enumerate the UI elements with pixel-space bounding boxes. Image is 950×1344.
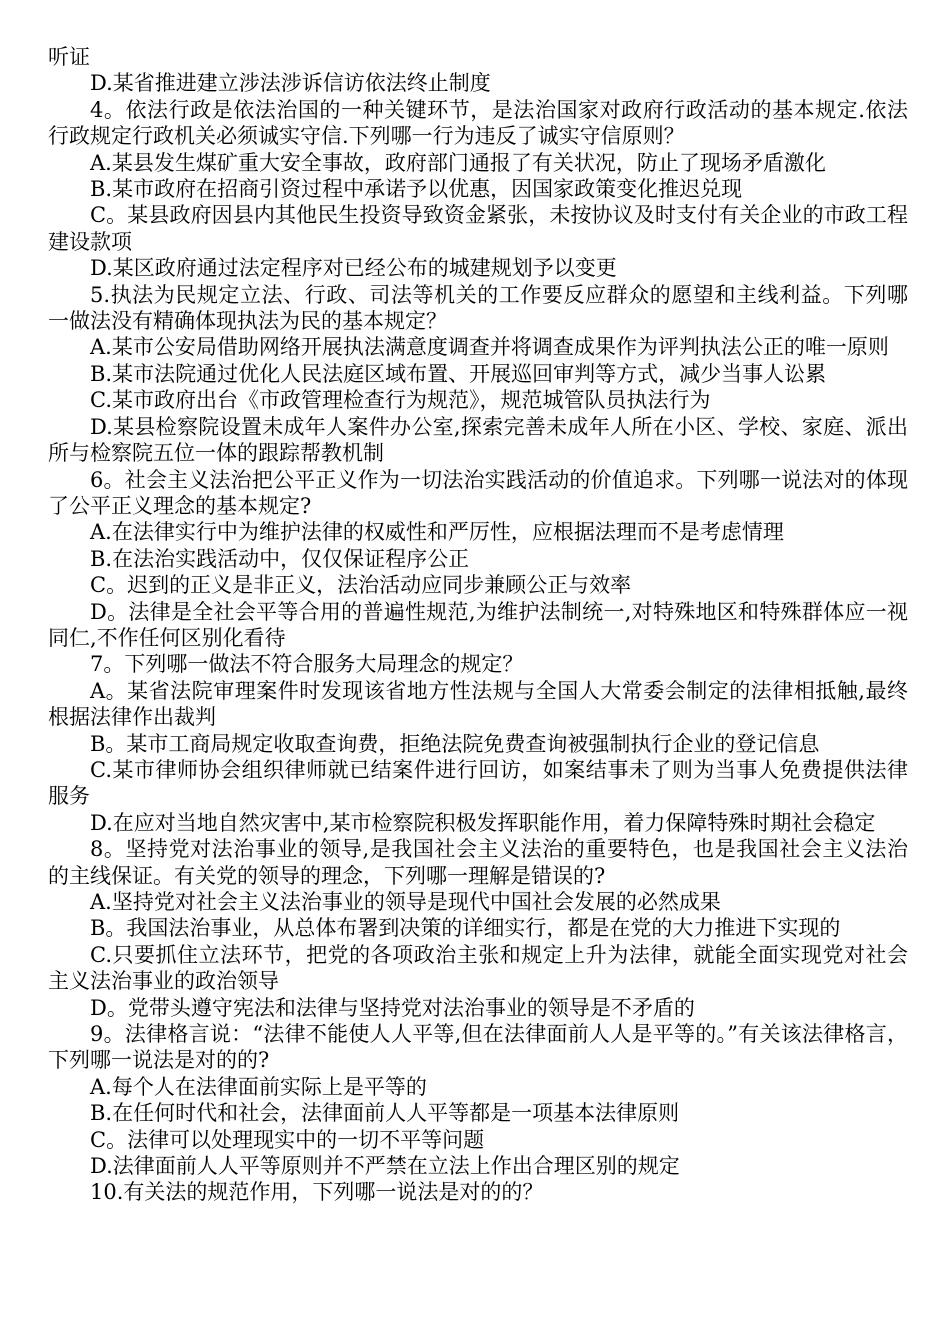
paragraph: 8。坚持党对法治事业的领导,是我国社会主义法治的重要特色，也是我国社会主义法治的主线保证。有关党的领导的理念，下列哪一理解是错误的?: [48, 837, 908, 888]
paragraph: D.在应对当地自然灾害中,某市检察院积极发挥职能作用，着力保障特殊时期社会稳定: [90, 810, 876, 835]
paragraph: 9。法律格言说：“法律不能使人人平等,但在法律面前人人是平等的。”有关该法律格言，下列哪一说法是对的的?: [48, 1022, 908, 1073]
paragraph: B。我国法治事业，从总体布署到决策的详细实行，都是在党的大力推进下实现的: [90, 916, 841, 941]
paragraph: A.每个人在法律面前实际上是平等的: [90, 1074, 427, 1099]
paragraph: C。某县政府因县内其他民生投资导致资金紧张，未按协议及时支付有关企业的市政工程建设款项: [48, 203, 908, 254]
paragraph: A。某省法院审理案件时发现该省地方性法规与全国人大常委会制定的法律相抵触,最终根据法律作出裁判: [48, 678, 908, 730]
paragraph: C。迟到的正义是非正义，法治活动应同步兼顾公正与效率: [90, 573, 632, 598]
paragraph: C.只要抓住立法环节，把党的各项政治主张和规定上升为法律，就能全面实现党对社会主义法治事业的政治领导: [48, 942, 908, 994]
paragraph: B。某市工商局规定收取查询费，拒绝法院免费查询被强制执行企业的登记信息: [90, 731, 820, 756]
paragraph: C.某市政府出台《市政管理检查行为规范》，规范城管队员执法行为: [90, 388, 711, 413]
paragraph: D。党带头遵守宪法和法律与坚持党对法治事业的领导是不矛盾的: [90, 995, 695, 1020]
paragraph: 5.执法为民规定立法、行政、司法等机关的工作要反应群众的愿望和主线利益。下列哪一做法没有精确体现执法为民的基本规定？: [48, 282, 908, 334]
paragraph: D.法律面前人人平等原则并不严禁在立法上作出合理区别的规定: [90, 1154, 680, 1179]
paragraph: 7。下列哪一做法不符合服务大局理念的规定？: [90, 652, 524, 677]
paragraph: A.某市公安局借助网络开展执法满意度调查并将调查成果作为评判执法公正的唯一原则: [90, 335, 889, 360]
paragraph: A.坚持党对社会主义法治事业的领导是现代中国社会发展的必然成果: [90, 890, 721, 914]
paragraph: B.在法治实践活动中，仅仅保证程序公正: [90, 546, 470, 571]
paragraph: B.在任何时代和社会，法律面前人人平等都是一项基本法律原则: [90, 1101, 680, 1126]
paragraph: D.某省推进建立涉法涉诉信访依法终止制度: [90, 71, 491, 96]
paragraph: A.某县发生煤矿重大安全事故，政府部门通报了有关状况，防止了现场矛盾激化: [90, 150, 826, 175]
paragraph: 10.有关法的规范作用，下列哪一说法是对的的？: [90, 1180, 544, 1205]
paragraph: C.某市律师协会组织律师就已结案件进行回访，如案结事未了则为当事人免费提供法律服务: [48, 757, 908, 809]
paragraph: D.某县检察院设置未成年人案件办公室,探索完善未成年人所在小区、学校、家庭、派出所与检察院五位一体的跟踪帮教机制: [48, 414, 908, 466]
document-body: [48, 44, 908, 1206]
paragraph: C。法律可以处理现实中的一切不平等问题: [90, 1127, 485, 1152]
paragraph: D。法律是全社会平等合用的普遍性规范,为维护法制统一,对特殊地区和特殊群体应一视同仁,不作任何区别化看待: [48, 599, 908, 650]
paragraph: A.在法律实行中为维护法律的权威性和严厉性，应根据法理而不是考虑情理: [90, 520, 784, 545]
paragraph: D.某区政府通过法定程序对已经公布的城建规划予以变更: [90, 256, 617, 281]
paragraph: B.某市政府在招商引资过程中承诺予以优惠，因国家政策变化推迟兑现: [90, 177, 743, 202]
paragraph: B.某市法院通过优化人民法庭区域布置、开展巡回审判等方式，减少当事人讼累: [90, 361, 827, 386]
paragraph: 6。社会主义法治把公平正义作为一切法治实践活动的价值追求。下列哪一说法对的体现了公平正义理念的基本规定?: [48, 467, 908, 518]
paragraph: 听证: [48, 45, 90, 69]
paragraph: 4。依法行政是依法治国的一种关键环节，是法治国家对政府行政活动的基本规定.依法行政规定行政机关必须诚实守信.下列哪一行为违反了诚实守信原则？: [48, 97, 908, 149]
